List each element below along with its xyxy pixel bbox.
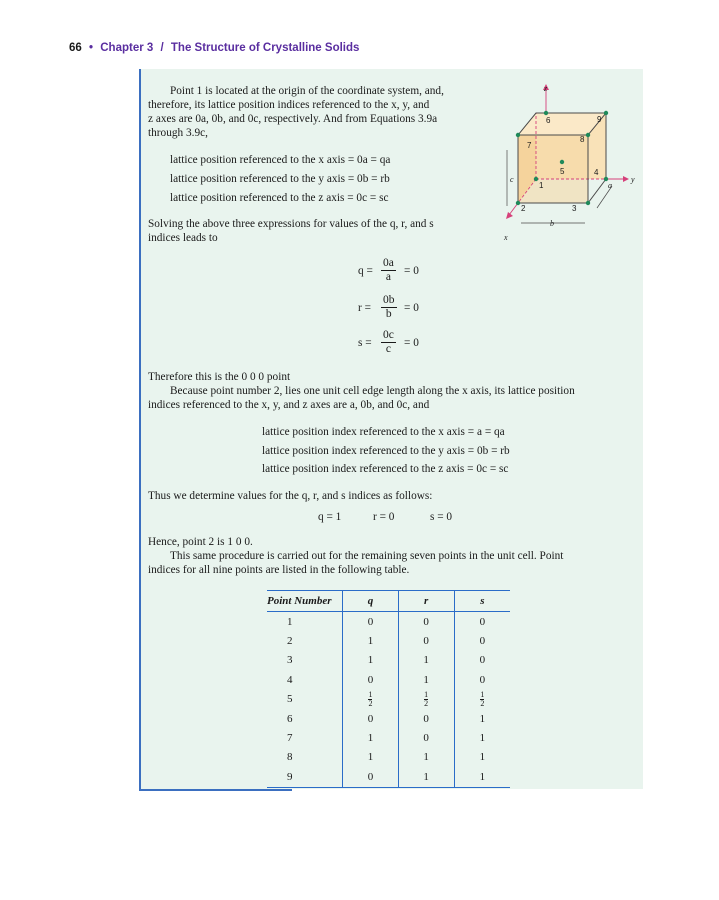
r-lhs: r = xyxy=(358,302,371,314)
lattice-point-1 xyxy=(534,177,538,181)
header-bullet: • xyxy=(89,42,94,54)
point2-line1: Because point number 2, lies one unit cell edge length along the x axis, its lattice position xyxy=(170,385,575,397)
r-fraction xyxy=(381,294,397,321)
q-result: q = 1 xyxy=(318,511,342,523)
q-lhs: q = xyxy=(358,265,373,277)
cell-point-number: 5 xyxy=(267,690,343,709)
label-point-8: 8 xyxy=(580,135,585,144)
y-axis-arrow xyxy=(623,176,629,182)
label-point-9: 9 xyxy=(597,115,602,124)
page-number: 66 xyxy=(69,42,82,54)
s-rhs: = 0 xyxy=(404,337,419,349)
cell-point-number: 6 xyxy=(267,709,343,728)
label-point-5: 5 xyxy=(560,167,565,176)
chapter-title: The Structure of Crystalline Solids xyxy=(170,42,360,54)
q-fraction xyxy=(381,257,396,284)
para1-line1: Point 1 is located at the origin of the coordinate system, and, xyxy=(170,85,444,97)
cell-q: 1 xyxy=(343,728,398,747)
para1-line2: therefore, its lattice position indices referenced to the x, y, and xyxy=(148,99,430,111)
cell-point-number: 3 xyxy=(267,651,343,670)
hence-line: Hence, point 2 is 1 0 0. xyxy=(148,536,253,548)
header-s: s xyxy=(454,591,510,612)
cell-q: 0 xyxy=(343,612,398,632)
conclusion-line1: This same procedure is carried out for the remaining seven points in the unit cell. Point xyxy=(170,550,564,562)
lattice-point-3 xyxy=(586,201,590,205)
conclusion-line2: indices for all nine points are listed in the following table. xyxy=(148,564,410,576)
cell-point-number: 2 xyxy=(267,631,343,650)
table-row xyxy=(267,631,510,650)
half-fraction: $\frac{1}{2}$ xyxy=(368,689,373,708)
lattice-point-9 xyxy=(604,111,608,115)
solve-line2: indices leads to xyxy=(148,232,218,244)
cell-q: 1 xyxy=(343,651,398,670)
table-body xyxy=(267,612,510,788)
running-header xyxy=(69,42,359,54)
solve-line1: Solving the above three expressions for values of the q, r, and s xyxy=(148,218,434,230)
cell-point-number: 1 xyxy=(267,612,343,632)
cell-s: 1 xyxy=(454,767,510,787)
s-lhs: s = xyxy=(358,337,372,349)
cell-r: 0 xyxy=(398,631,454,650)
q-denominator: a xyxy=(385,271,391,283)
cell-r: 1 xyxy=(398,748,454,767)
label-point-4: 4 xyxy=(594,168,599,177)
index-equation-z: lattice position index referenced to the z axis = 0c = sc xyxy=(262,463,509,475)
equation-z-axis: lattice position referenced to the z axis = 0c = sc xyxy=(170,192,389,204)
cell-s: 0 xyxy=(479,615,486,628)
cell-s: 0 xyxy=(479,635,486,648)
label-point-3: 3 xyxy=(572,204,577,213)
header-separator: / xyxy=(160,42,164,54)
q-numerator: 0a xyxy=(383,257,394,269)
header-point-number: Point Number xyxy=(267,591,343,612)
dim-label-a: a xyxy=(608,181,612,190)
axis-label-z: z xyxy=(544,84,548,93)
index-equation-x: lattice position index referenced to the x axis = a = qa xyxy=(262,426,505,438)
s-fraction xyxy=(381,329,396,356)
panel-bottom-rule xyxy=(139,789,292,791)
s-denominator: c xyxy=(385,343,391,355)
cell-r xyxy=(398,690,454,709)
cell-r: 1 xyxy=(398,670,454,689)
table-row xyxy=(267,612,510,632)
r-rhs: = 0 xyxy=(404,302,419,314)
para1-line3: z axes are 0a, 0b, and 0c, respectively. And from Equations 3.9a xyxy=(148,113,438,125)
cell-r: 0 xyxy=(398,728,454,747)
header-q: q xyxy=(343,591,398,612)
cell-r: 1 xyxy=(398,767,454,787)
label-point-7: 7 xyxy=(527,141,532,150)
label-point-1: 1 xyxy=(539,181,544,190)
dim-label-b: b xyxy=(550,219,554,228)
table-row xyxy=(267,690,510,709)
determine-line: Thus we determine values for the q, r, and s indices as follows: xyxy=(148,490,433,502)
equation-y-axis: lattice position referenced to the y axis = 0b = rb xyxy=(170,173,390,185)
point2-line2: indices referenced to the x, y, and z axes are a, 0b, and 0c, and xyxy=(148,399,430,411)
table-header-row xyxy=(267,591,510,612)
lattice-point-6 xyxy=(544,111,548,115)
point-indices-table xyxy=(267,590,510,788)
r-result: r = 0 xyxy=(373,511,395,523)
cell-s: 0 xyxy=(479,673,486,686)
cell-q: 1 xyxy=(343,631,398,650)
equation-x-axis: lattice position referenced to the x axis = 0a = qa xyxy=(170,154,391,166)
x-axis-line xyxy=(509,203,518,215)
x-axis-arrow xyxy=(506,212,513,219)
cell-q xyxy=(343,690,398,709)
cell-point-number: 8 xyxy=(267,748,343,767)
axis-label-x: x xyxy=(504,233,508,242)
lattice-point-2 xyxy=(516,201,520,205)
cell-point-number: 4 xyxy=(267,670,343,689)
cell-point-number: 9 xyxy=(267,767,343,787)
table-row xyxy=(267,709,510,728)
chapter-label: Chapter 3 xyxy=(100,42,154,54)
cell-s xyxy=(454,690,510,709)
cell-s: 0 xyxy=(479,654,486,667)
lattice-point-7 xyxy=(516,133,520,137)
q-rhs: = 0 xyxy=(404,265,419,277)
cell-r: 0 xyxy=(398,612,454,632)
table-row xyxy=(267,748,510,767)
s-result: s = 0 xyxy=(430,511,453,523)
dim-label-c: c xyxy=(510,175,514,184)
index-equation-y: lattice position index referenced to the y axis = 0b = rb xyxy=(262,445,510,457)
header-r: r xyxy=(398,591,454,612)
para1-line4: through 3.9c, xyxy=(148,127,208,139)
cell-r: 1 xyxy=(398,651,454,670)
cell-s: 1 xyxy=(479,751,486,764)
half-fraction: $\frac{1}{2}$ xyxy=(480,689,485,708)
cell-q: 0 xyxy=(343,670,398,689)
cell-q: 1 xyxy=(343,748,398,767)
unit-cell-figure xyxy=(495,78,641,242)
cell-s: 1 xyxy=(479,732,486,745)
cell-q: 0 xyxy=(343,767,398,787)
table-row xyxy=(267,767,510,787)
cell-point-number: 7 xyxy=(267,728,343,747)
s-numerator: 0c xyxy=(383,329,394,341)
axis-label-y: y xyxy=(631,175,635,184)
table-row xyxy=(267,670,510,689)
therefore-line: Therefore this is the 0 0 0 point xyxy=(148,371,291,383)
cell-q: 0 xyxy=(343,709,398,728)
r-numerator: 0b xyxy=(383,294,395,306)
cell-r: 0 xyxy=(398,709,454,728)
cell-s: 1 xyxy=(479,712,486,725)
half-fraction: $\frac{1}{2}$ xyxy=(424,689,429,708)
r-denominator: b xyxy=(385,308,392,320)
table-row xyxy=(267,728,510,747)
label-point-6: 6 xyxy=(546,116,551,125)
table-row xyxy=(267,651,510,670)
lattice-point-8 xyxy=(586,133,590,137)
label-point-2: 2 xyxy=(521,204,526,213)
lattice-point-5 xyxy=(560,160,564,164)
